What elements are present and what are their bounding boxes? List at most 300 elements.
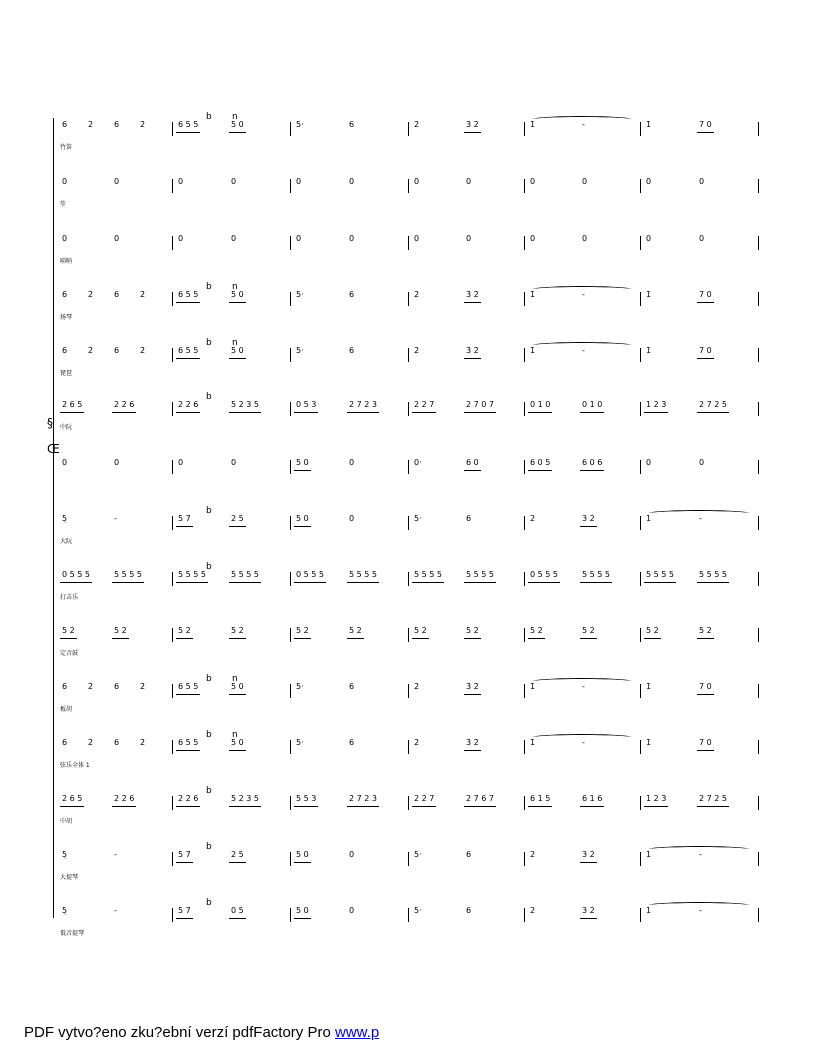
note-group: 2̇ xyxy=(88,290,94,299)
note-group: 5 2 xyxy=(178,626,191,635)
note-group: 2 7 0 7 xyxy=(466,400,494,409)
tie-arc xyxy=(648,902,750,909)
natural-mark: n xyxy=(232,282,238,292)
note-group: 0 xyxy=(466,234,472,243)
note-group: 2̇ xyxy=(88,682,94,691)
bar-line xyxy=(640,292,641,306)
note-group: 0 xyxy=(349,177,355,186)
bar-line xyxy=(290,908,291,922)
bar-line xyxy=(524,740,525,754)
note-group: 2 5 xyxy=(231,850,244,859)
note-group: 6 0 xyxy=(466,458,479,467)
note-group: 6 1 6 xyxy=(582,794,603,803)
bar-line xyxy=(290,516,291,530)
bar-line xyxy=(758,348,759,362)
note-group: 5 2 xyxy=(62,626,75,635)
bar-line xyxy=(172,908,173,922)
note-group: 7 0 xyxy=(699,738,712,747)
bar-line xyxy=(640,740,641,754)
note-group: 6 xyxy=(349,738,355,747)
note-group: 0 xyxy=(62,234,68,243)
staff xyxy=(0,730,815,786)
flat-mark: b xyxy=(206,506,212,516)
note-group: 3 2 xyxy=(582,906,595,915)
note-group: 6 0 5 xyxy=(530,458,551,467)
note-group: 6 xyxy=(349,290,355,299)
bar-line xyxy=(524,122,525,136)
flat-mark: b xyxy=(206,730,212,740)
bar-line xyxy=(290,796,291,810)
note-group: 5̣ xyxy=(62,906,68,915)
note-group: 0 xyxy=(530,234,536,243)
note-group: 5 5 5 5 xyxy=(699,570,727,579)
bar-line xyxy=(758,516,759,530)
flat-mark: b xyxy=(206,282,212,292)
bar-line xyxy=(524,572,525,586)
staff xyxy=(0,282,815,338)
note-group: 0 5 5 5 xyxy=(62,570,90,579)
staff xyxy=(0,674,815,730)
note-group: 5 0 xyxy=(231,738,244,747)
note-group: 6 5 5 xyxy=(178,738,199,747)
note-group: 5· xyxy=(296,346,304,355)
bar-line xyxy=(640,402,641,416)
note-group: 0 xyxy=(530,177,536,186)
note-group: 5 2 xyxy=(349,626,362,635)
note-group: 0 xyxy=(414,177,420,186)
bar-line xyxy=(172,516,173,530)
note-group: 5 7 xyxy=(178,514,191,523)
note-group: 0 xyxy=(178,234,184,243)
note-group: 6 xyxy=(349,346,355,355)
note-group: 0 xyxy=(646,234,652,243)
note-group: 0 xyxy=(582,177,588,186)
note-group: 2̇ xyxy=(414,290,420,299)
flat-mark: b xyxy=(206,786,212,796)
note-group: 0 xyxy=(62,458,68,467)
note-group: 0 xyxy=(178,458,184,467)
instrument-name: 低音提琴 xyxy=(60,930,85,937)
bar-line xyxy=(290,684,291,698)
note-group: - xyxy=(582,120,585,129)
bar-line xyxy=(524,402,525,416)
bar-line xyxy=(290,402,291,416)
note-group: 5 2 xyxy=(296,626,309,635)
note-group: 5 2 xyxy=(530,626,543,635)
bar-line xyxy=(408,796,409,810)
note-group: 5 0 xyxy=(231,682,244,691)
staff xyxy=(0,232,815,282)
note-group: 0 xyxy=(414,234,420,243)
bar-line xyxy=(172,460,173,474)
bar-line xyxy=(640,684,641,698)
note-group: 5 5 5 5 xyxy=(466,570,494,579)
note-group: 2 xyxy=(530,850,536,859)
note-group: 1̇ xyxy=(646,346,652,355)
tie-arc xyxy=(532,116,632,123)
note-group: 2̇ xyxy=(414,346,420,355)
note-group: 5· xyxy=(414,906,422,915)
note-group: 0 xyxy=(231,234,237,243)
note-group: 3̇ 2̇ xyxy=(466,120,479,129)
note-group: 5 5 5 5 xyxy=(414,570,442,579)
note-group: 2̇ xyxy=(140,682,146,691)
bar-line xyxy=(524,852,525,866)
note-group: - xyxy=(114,906,117,915)
note-group: 0 xyxy=(699,234,705,243)
coda-sign: Œ xyxy=(47,442,60,456)
bar-line xyxy=(408,460,409,474)
note-group: 0 xyxy=(582,234,588,243)
bar-line xyxy=(290,460,291,474)
flat-mark: b xyxy=(206,674,212,684)
note-group: 5· xyxy=(414,514,422,523)
bar-line xyxy=(524,460,525,474)
note-group: 5̣ xyxy=(62,514,68,523)
note-group: 5 2 xyxy=(699,626,712,635)
note-group: - xyxy=(582,682,585,691)
note-group: 0 xyxy=(231,177,237,186)
natural-mark: n xyxy=(232,674,238,684)
bar-line xyxy=(640,852,641,866)
note-group: 3̇ 2̇ xyxy=(466,738,479,747)
note-group: 5 2 xyxy=(231,626,244,635)
bar-line xyxy=(758,852,759,866)
note-group: 5 0 xyxy=(296,906,309,915)
note-group: 6 xyxy=(466,906,472,915)
tie-arc xyxy=(648,510,750,517)
bar-line xyxy=(640,179,641,193)
note-group: 1 2 3 xyxy=(646,400,667,409)
bar-line xyxy=(172,236,173,250)
instrument-name: 定音鼓 xyxy=(60,650,79,657)
note-group: 5 7 xyxy=(178,850,191,859)
note-group: 7 0 xyxy=(699,346,712,355)
natural-mark: n xyxy=(232,338,238,348)
note-group: 2 2̇ 6 xyxy=(114,794,135,803)
bar-line xyxy=(408,348,409,362)
note-group: 2̇ xyxy=(88,738,94,747)
note-group: 5 2 xyxy=(582,626,595,635)
bar-line xyxy=(758,908,759,922)
bar-line xyxy=(640,796,641,810)
note-group: 2 7 2 3 xyxy=(349,794,377,803)
bar-line xyxy=(524,348,525,362)
bar-line xyxy=(408,572,409,586)
bar-line xyxy=(524,236,525,250)
flat-mark: b xyxy=(206,842,212,852)
instrument-name: 中阮 xyxy=(60,424,73,431)
note-group: 0 xyxy=(349,850,355,859)
note-group: 0 1 0 xyxy=(582,400,603,409)
note-group: 5· xyxy=(296,738,304,747)
note-group: 6 5 5 xyxy=(178,682,199,691)
instrument-name: 大阮 xyxy=(60,538,73,545)
bar-line xyxy=(408,179,409,193)
note-group: 1̇ xyxy=(530,120,536,129)
note-group: 0 xyxy=(646,458,652,467)
bar-line xyxy=(408,292,409,306)
note-group: - xyxy=(582,738,585,747)
note-group: 6 5 5 xyxy=(178,120,199,129)
staff xyxy=(0,175,815,225)
note-group: 5 7 xyxy=(178,906,191,915)
note-group: 6 xyxy=(62,346,68,355)
note-group: 6 xyxy=(114,738,120,747)
note-group: 2̇ xyxy=(88,120,94,129)
note-group: 7 0 xyxy=(699,682,712,691)
natural-mark: n xyxy=(232,112,238,122)
note-group: 5 5 5 5 xyxy=(646,570,674,579)
note-group: 2̇ xyxy=(140,346,146,355)
bar-line xyxy=(640,460,641,474)
note-group: 6 xyxy=(62,682,68,691)
bar-line xyxy=(290,179,291,193)
instrument-name: 板胡 xyxy=(60,706,73,713)
note-group: 1 xyxy=(646,850,652,859)
note-group: 6 5 5 xyxy=(178,290,199,299)
note-group: 2 7 2 3 xyxy=(349,400,377,409)
instrument-name: 打击乐 xyxy=(60,594,79,601)
staff xyxy=(0,456,815,506)
footer-link[interactable]: www.p xyxy=(334,1024,380,1041)
note-group: - xyxy=(699,514,702,523)
bar-line xyxy=(758,402,759,416)
bar-line xyxy=(640,628,641,642)
note-group: 6 xyxy=(114,346,120,355)
bar-line xyxy=(640,516,641,530)
bar-line xyxy=(408,740,409,754)
bar-line xyxy=(758,572,759,586)
bar-line xyxy=(172,402,173,416)
note-group: 5 0 xyxy=(231,290,244,299)
note-group: 0 xyxy=(178,177,184,186)
bar-line xyxy=(408,516,409,530)
instrument-name: 大提琴 xyxy=(60,874,79,881)
note-group: - xyxy=(582,346,585,355)
note-group: 0 xyxy=(231,458,237,467)
bar-line xyxy=(408,122,409,136)
note-group: 1 xyxy=(646,906,652,915)
note-group: 0 xyxy=(114,234,120,243)
flat-mark: b xyxy=(206,392,212,402)
bar-line xyxy=(172,572,173,586)
bar-line xyxy=(172,684,173,698)
note-group: 5 0 xyxy=(296,850,309,859)
note-group: 5 5 5 5 xyxy=(349,570,377,579)
note-group: 2̇ xyxy=(414,682,420,691)
instrument-name: 竹笛 xyxy=(60,144,73,151)
instrument-name: 扬琴 xyxy=(60,314,73,321)
note-group: 6 xyxy=(62,120,68,129)
note-group: 6 xyxy=(114,682,120,691)
staff xyxy=(0,624,815,674)
note-group: - xyxy=(114,850,117,859)
note-group: 1̇ xyxy=(646,120,652,129)
bar-line xyxy=(524,796,525,810)
tie-arc xyxy=(532,286,632,293)
flat-mark: b xyxy=(206,112,212,122)
note-group: 1̇ xyxy=(530,738,536,747)
note-group: 3̇ 2̇ xyxy=(466,290,479,299)
note-group: - xyxy=(699,850,702,859)
note-group: 2̇ xyxy=(140,120,146,129)
note-group: 5 5 3 xyxy=(296,794,317,803)
note-group: 3̇ 2̇ xyxy=(466,682,479,691)
bar-line xyxy=(408,684,409,698)
note-group: 5· xyxy=(296,290,304,299)
note-group: 0 xyxy=(296,234,302,243)
note-group: - xyxy=(699,906,702,915)
bar-line xyxy=(172,740,173,754)
staff xyxy=(0,112,815,168)
note-group: 0 xyxy=(114,177,120,186)
bar-line xyxy=(640,908,641,922)
bar-line xyxy=(758,122,759,136)
bar-line xyxy=(758,236,759,250)
staff xyxy=(0,898,815,954)
note-group: 6 xyxy=(349,682,355,691)
note-group: 6 xyxy=(62,290,68,299)
note-group: 5 2 xyxy=(414,626,427,635)
note-group: 1 2 3 xyxy=(646,794,667,803)
bar-line xyxy=(172,122,173,136)
note-group: 0 xyxy=(62,177,68,186)
note-group: 2 xyxy=(530,514,536,523)
bar-line xyxy=(524,179,525,193)
segno-sign: § xyxy=(47,416,53,430)
flat-mark: b xyxy=(206,898,212,908)
bar-line xyxy=(640,122,641,136)
bar-line xyxy=(172,628,173,642)
bar-line xyxy=(290,348,291,362)
note-group: 0 xyxy=(296,177,302,186)
bar-line xyxy=(758,460,759,474)
note-group: - xyxy=(582,290,585,299)
note-group: 6 xyxy=(62,738,68,747)
note-group: 2̇ xyxy=(140,290,146,299)
bar-line xyxy=(408,236,409,250)
bar-line xyxy=(408,628,409,642)
note-group: 6 xyxy=(114,120,120,129)
note-group: 1̇ xyxy=(646,290,652,299)
tie-arc xyxy=(532,342,632,349)
note-group: 2 2 7 xyxy=(414,400,435,409)
note-group: 0 xyxy=(646,177,652,186)
bar-line xyxy=(758,292,759,306)
note-group: 2̇ xyxy=(414,120,420,129)
bar-line xyxy=(290,628,291,642)
instrument-name: 中胡 xyxy=(60,818,73,825)
note-group: 5 2 xyxy=(466,626,479,635)
note-group: 2 7 2 5 xyxy=(699,400,727,409)
note-group: 5· xyxy=(296,682,304,691)
note-group: 0· xyxy=(414,458,422,467)
bar-line xyxy=(172,796,173,810)
note-group: 7 0 xyxy=(699,120,712,129)
note-group: 2 2̇ 6 xyxy=(178,400,199,409)
note-group: 0 xyxy=(466,177,472,186)
note-group: 2 2 7 xyxy=(414,794,435,803)
note-group: 0 xyxy=(349,906,355,915)
note-group: 3 2 xyxy=(582,850,595,859)
bar-line xyxy=(524,684,525,698)
note-group: 5 0 xyxy=(296,458,309,467)
note-group: 1̇ xyxy=(646,682,652,691)
note-group: 2 7 2 5 xyxy=(699,794,727,803)
note-group: 0 5 5 5 xyxy=(296,570,324,579)
bar-line xyxy=(172,852,173,866)
note-group: 0 5 xyxy=(231,906,244,915)
note-group: 1̇ xyxy=(530,346,536,355)
note-group: 0 xyxy=(699,177,705,186)
note-group: 2 5 xyxy=(231,514,244,523)
tie-arc xyxy=(532,678,632,685)
note-group: 0 xyxy=(349,234,355,243)
note-group: 2 2̇ 6 xyxy=(178,794,199,803)
bar-line xyxy=(290,122,291,136)
note-group: 5 5 5 5 xyxy=(582,570,610,579)
note-group: 5 5 5 5 xyxy=(231,570,259,579)
pdf-footer xyxy=(24,1024,379,1041)
note-group: 5̣ xyxy=(62,850,68,859)
bar-line xyxy=(758,684,759,698)
note-group: 2 7 6 7 xyxy=(466,794,494,803)
note-group: 0 1 0 xyxy=(530,400,551,409)
note-group: 0 xyxy=(699,458,705,467)
bar-line xyxy=(524,516,525,530)
staff xyxy=(0,786,815,842)
note-group: 6 xyxy=(466,514,472,523)
note-group: 0 xyxy=(349,458,355,467)
staff xyxy=(0,842,815,898)
note-group: 5· xyxy=(296,120,304,129)
note-group: 2̇ xyxy=(88,346,94,355)
instrument-name: 唢呐 xyxy=(60,258,73,265)
instrument-name: 笙 xyxy=(60,201,67,208)
note-group: 3̇ 2̇ xyxy=(466,346,479,355)
note-group: 1̇ xyxy=(646,738,652,747)
flat-mark: b xyxy=(206,338,212,348)
note-group: 6 0 6 xyxy=(582,458,603,467)
bar-line xyxy=(290,852,291,866)
note-group: 7 0 xyxy=(699,290,712,299)
note-group: 6 xyxy=(349,120,355,129)
note-group: - xyxy=(114,514,117,523)
bar-line xyxy=(640,572,641,586)
bar-line xyxy=(290,236,291,250)
flat-mark: b xyxy=(206,562,212,572)
note-group: 5 2 xyxy=(114,626,127,635)
note-group: 2̇ xyxy=(414,738,420,747)
bar-line xyxy=(758,628,759,642)
note-group: 5 2 3 5 xyxy=(231,400,259,409)
note-group: 6 xyxy=(466,850,472,859)
note-group: 1 xyxy=(646,514,652,523)
note-group: 5 5 5 5 xyxy=(114,570,142,579)
bar-line xyxy=(640,236,641,250)
note-group: 0 5 3 xyxy=(296,400,317,409)
note-group: 2̇ xyxy=(140,738,146,747)
bar-line xyxy=(290,740,291,754)
note-group: 0 5 5 5 xyxy=(530,570,558,579)
note-group: 2 6 5 xyxy=(62,794,83,803)
bar-line xyxy=(640,348,641,362)
staff xyxy=(0,338,815,394)
bar-line xyxy=(524,908,525,922)
instrument-name: 琵琶 xyxy=(60,370,73,377)
bar-line xyxy=(408,402,409,416)
